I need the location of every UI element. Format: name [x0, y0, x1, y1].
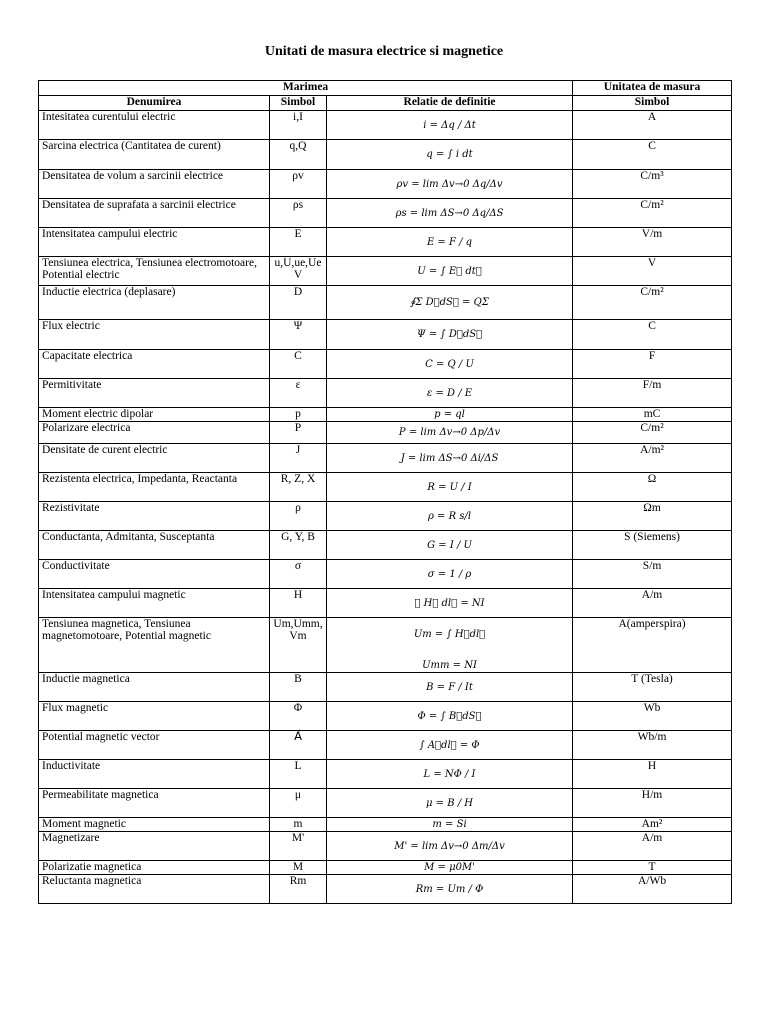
definition-formula: ρ = R s/l — [327, 502, 573, 531]
table-row — [39, 286, 732, 320]
table-row — [39, 702, 732, 731]
definition-formula: p = ql — [327, 408, 573, 422]
quantity-symbol: m — [270, 818, 327, 832]
quantity-symbol: σ — [270, 560, 327, 589]
group-header-row — [39, 81, 732, 96]
quantity-name: Conductivitate — [39, 560, 270, 589]
quantity-name: Tensiunea electrica, Tensiunea electromotoare, Potential electric — [39, 257, 270, 286]
table-body — [39, 111, 732, 904]
quantity-symbol: p — [270, 408, 327, 422]
quantity-symbol: J — [270, 444, 327, 473]
table-row — [39, 111, 732, 140]
quantity-symbol: M' — [270, 832, 327, 861]
unit-symbol: A — [573, 111, 732, 140]
unit-symbol: C — [573, 320, 732, 350]
unit-symbol: A/m — [573, 832, 732, 861]
quantity-name: Permeabilitate magnetica — [39, 789, 270, 818]
unit-symbol: C/m² — [573, 286, 732, 320]
quantity-symbol: E — [270, 228, 327, 257]
quantity-symbol: Φ — [270, 702, 327, 731]
table-row — [39, 473, 732, 502]
quantity-symbol: u,U,ue,Ue V — [270, 257, 327, 286]
unit-symbol: Ωm — [573, 502, 732, 531]
quantity-name: Flux magnetic — [39, 702, 270, 731]
quantity-name: Rezistenta electrica, Impedanta, Reactanta — [39, 473, 270, 502]
quantity-name: Capacitate electrica — [39, 350, 270, 379]
quantity-name: Potential magnetic vector — [39, 731, 270, 760]
definition-formula: E = F / q — [327, 228, 573, 257]
definition-formula: P = lim Δv→0 Δp/Δv — [327, 422, 573, 444]
quantity-name: Tensiunea magnetica, Tensiunea magnetomotoare, Potential magnetic — [39, 618, 270, 673]
table-row — [39, 422, 732, 444]
definition-formula — [327, 618, 573, 673]
unit-symbol: C — [573, 140, 732, 170]
table-row — [39, 832, 732, 861]
column-header-unit-symbol: Simbol — [573, 96, 732, 111]
quantity-name: Moment magnetic — [39, 818, 270, 832]
table-row — [39, 320, 732, 350]
quantity-name: Densitatea de volum a sarcinii electrice — [39, 170, 270, 199]
definition-formula: Rm = Um / Φ — [327, 875, 573, 904]
quantity-symbol: A⃗ — [270, 731, 327, 760]
quantity-symbol: ε — [270, 379, 327, 408]
quantity-symbol: H — [270, 589, 327, 618]
quantity-name: Moment electric dipolar — [39, 408, 270, 422]
column-header-relation: Relatie de definitie — [327, 96, 573, 111]
definition-formula: M' = lim Δv→0 Δm/Δv — [327, 832, 573, 861]
definition-formula: q = ∫ i dt — [327, 140, 573, 170]
unit-symbol: F — [573, 350, 732, 379]
definition-formula: ρs = lim ΔS→0 Δq/ΔS — [327, 199, 573, 228]
group-header-unit: Unitatea de masura — [573, 81, 732, 96]
quantity-name: Densitate de curent electric — [39, 444, 270, 473]
unit-symbol: T (Tesla) — [573, 673, 732, 702]
quantity-name: Rezistivitate — [39, 502, 270, 531]
quantity-symbol: Um,Umm, Vm — [270, 618, 327, 673]
quantity-name: Inductie magnetica — [39, 673, 270, 702]
quantity-symbol: q,Q — [270, 140, 327, 170]
unit-symbol: A/m — [573, 589, 732, 618]
table-row — [39, 531, 732, 560]
unit-symbol: mC — [573, 408, 732, 422]
table-row — [39, 502, 732, 531]
quantity-name: Polarizatie magnetica — [39, 861, 270, 875]
definition-formula: ∫ A⃗dl⃗ = Φ — [327, 731, 573, 760]
unit-symbol: Wb/m — [573, 731, 732, 760]
quantity-name: Inductivitate — [39, 760, 270, 789]
table-row — [39, 170, 732, 199]
quantity-symbol: μ — [270, 789, 327, 818]
unit-symbol: H/m — [573, 789, 732, 818]
quantity-name: Intensitatea campului magnetic — [39, 589, 270, 618]
table-row — [39, 408, 732, 422]
table-row — [39, 731, 732, 760]
quantity-symbol: C — [270, 350, 327, 379]
quantity-name: Polarizare electrica — [39, 422, 270, 444]
unit-symbol: C/m² — [573, 422, 732, 444]
column-header-symbol: Simbol — [270, 96, 327, 111]
quantity-symbol: G, Y, B — [270, 531, 327, 560]
unit-symbol: A/m² — [573, 444, 732, 473]
definition-formula-line: Um = ∫ H⃗dl⃗ — [413, 629, 486, 640]
definition-formula: m = Si — [327, 818, 573, 832]
quantity-symbol: ρv — [270, 170, 327, 199]
unit-symbol: Wb — [573, 702, 732, 731]
quantity-name: Conductanta, Admitanta, Susceptanta — [39, 531, 270, 560]
table-row — [39, 560, 732, 589]
table-row — [39, 861, 732, 875]
definition-formula: ρv = lim Δv→0 Δq/Δv — [327, 170, 573, 199]
quantity-name: Flux electric — [39, 320, 270, 350]
quantity-symbol: Ψ — [270, 320, 327, 350]
quantity-name: Densitatea de suprafata a sarcinii electrice — [39, 199, 270, 228]
quantity-symbol: M — [270, 861, 327, 875]
table-row — [39, 444, 732, 473]
quantity-symbol: ρs — [270, 199, 327, 228]
definition-formula: U = ∫ E⃗ dt⃗ — [327, 257, 573, 286]
table-row — [39, 257, 732, 286]
table-row — [39, 618, 732, 673]
definition-formula: M = μ0M' — [327, 861, 573, 875]
definition-formula-line: Umm = NI — [422, 660, 477, 671]
quantity-name: Sarcina electrica (Cantitatea de curent) — [39, 140, 270, 170]
definition-formula: σ = 1 / ρ — [327, 560, 573, 589]
definition-formula: J = lim ΔS→0 Δi/ΔS — [327, 444, 573, 473]
page-title: Unitati de masura electrice si magnetice — [264, 44, 504, 59]
table-row — [39, 789, 732, 818]
unit-symbol: H — [573, 760, 732, 789]
table-row — [39, 228, 732, 257]
unit-symbol: V — [573, 257, 732, 286]
unit-symbol: Ω — [573, 473, 732, 502]
quantity-symbol: P — [270, 422, 327, 444]
definition-formula: C = Q / U — [327, 350, 573, 379]
definition-formula: i = Δq / Δt — [327, 111, 573, 140]
unit-symbol: V/m — [573, 228, 732, 257]
table-row — [39, 589, 732, 618]
definition-formula: B = F / It — [327, 673, 573, 702]
table-row — [39, 818, 732, 832]
unit-symbol: C/m² — [573, 199, 732, 228]
quantity-symbol: L — [270, 760, 327, 789]
definition-formula: L = NΦ / I — [327, 760, 573, 789]
table-row — [39, 379, 732, 408]
definition-formula: Ψ = ∫ D⃗dS⃗ — [327, 320, 573, 350]
definition-formula: Φ = ∫ B⃗dS⃗ — [327, 702, 573, 731]
table-row — [39, 350, 732, 379]
unit-symbol: T — [573, 861, 732, 875]
unit-symbol: Am² — [573, 818, 732, 832]
table-row — [39, 673, 732, 702]
unit-symbol: A(amperspira) — [573, 618, 732, 673]
quantity-name: Intesitatea curentului electric — [39, 111, 270, 140]
quantity-symbol: R, Z, X — [270, 473, 327, 502]
quantity-name: Permitivitate — [39, 379, 270, 408]
column-header-name: Denumirea — [39, 96, 270, 111]
quantity-name: Reluctanta magnetica — [39, 875, 270, 904]
definition-formula: ∮ H⃗ dl⃗ = NI — [327, 589, 573, 618]
quantity-name: Magnetizare — [39, 832, 270, 861]
column-header-row — [39, 96, 732, 111]
group-header-marimea: Marimea — [39, 81, 573, 96]
definition-formula: R = U / I — [327, 473, 573, 502]
definition-formula: μ = B / H — [327, 789, 573, 818]
units-table — [38, 80, 732, 904]
unit-symbol: F/m — [573, 379, 732, 408]
definition-formula: ∮Σ D⃗dS⃗ = QΣ — [327, 286, 573, 320]
quantity-symbol: i,I — [270, 111, 327, 140]
unit-symbol: S/m — [573, 560, 732, 589]
definition-formula: ε = D / E — [327, 379, 573, 408]
unit-symbol: A/Wb — [573, 875, 732, 904]
table-row — [39, 875, 732, 904]
unit-symbol: C/m³ — [573, 170, 732, 199]
quantity-symbol: Rm — [270, 875, 327, 904]
unit-symbol: S (Siemens) — [573, 531, 732, 560]
quantity-symbol: D — [270, 286, 327, 320]
quantity-symbol: ρ — [270, 502, 327, 531]
quantity-name: Inductie electrica (deplasare) — [39, 286, 270, 320]
table-row — [39, 140, 732, 170]
table-row — [39, 760, 732, 789]
definition-formula: G = I / U — [327, 531, 573, 560]
quantity-name: Intensitatea campului electric — [39, 228, 270, 257]
table-row — [39, 199, 732, 228]
quantity-symbol: B — [270, 673, 327, 702]
